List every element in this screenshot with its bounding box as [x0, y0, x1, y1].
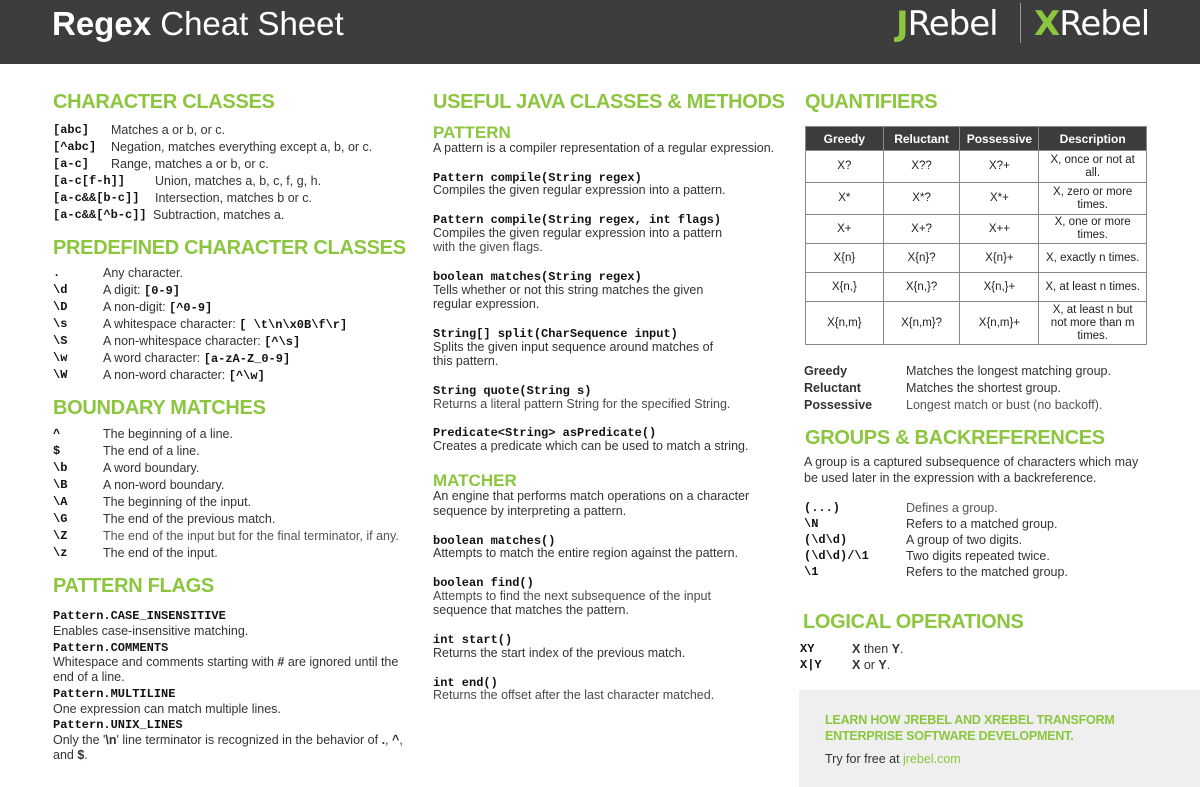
method-desc: Returns the offset after the last character matched. [433, 688, 715, 702]
table-row [806, 183, 1147, 215]
pattern-intro: A pattern is a compiler representation of a regular expression. [433, 141, 775, 155]
quantifiers-table [805, 126, 1147, 345]
promo-banner [799, 690, 1200, 787]
cell-description: X, one or more times. [1039, 215, 1147, 244]
flag-desc: Whitespace and comments starting with # are ignored until the [53, 655, 399, 669]
table-row [806, 302, 1147, 345]
cell-description: X, at least n but not more than m times. [1039, 302, 1147, 345]
method-desc: Splits the given input sequence around matches of [433, 340, 714, 354]
cell-possessive: X++ [960, 215, 1039, 244]
flag-code: Pattern.CASE_INSENSITIVE [53, 609, 226, 623]
method-desc: Tells whether or not this string matches the given [433, 283, 704, 297]
cell-reluctant: X{n}? [883, 244, 960, 273]
method-signature: int end() [433, 676, 498, 690]
cell-greedy: X{n,} [806, 273, 884, 302]
cell-greedy: X* [806, 183, 884, 215]
method-signature: String[] split(CharSequence input) [433, 327, 678, 341]
cell-possessive: X?+ [960, 151, 1039, 183]
method-signature: int start() [433, 633, 513, 647]
pattern-flags-heading: PATTERN FLAGS [53, 575, 214, 597]
boundary-matches-heading: BOUNDARY MATCHES [53, 397, 266, 419]
promo-cta: Try for free at jrebel.com [825, 752, 961, 766]
groups-intro: be used later in the expression with a backreference. [804, 471, 1097, 485]
method-desc: Returns the start index of the previous match. [433, 646, 686, 660]
method-signature: Pattern compile(String regex) [433, 171, 642, 185]
flag-code: Pattern.UNIX_LINES [53, 718, 183, 732]
groups-intro: A group is a captured subsequence of characters which may [804, 455, 1139, 469]
quantifiers-heading: QUANTIFIERS [805, 91, 938, 113]
matcher-subheading: MATCHER [433, 471, 517, 490]
cell-reluctant: X+? [883, 215, 960, 244]
col-header-description: Description [1039, 127, 1147, 151]
cell-description: X, zero or more times. [1039, 183, 1147, 215]
method-desc: with the given flags. [433, 240, 543, 254]
flag-desc: end of a line. [53, 670, 125, 684]
groups-heading: GROUPS & BACKREFERENCES [805, 427, 1105, 449]
cell-possessive: X{n,m}+ [960, 302, 1039, 345]
cell-greedy: X+ [806, 215, 884, 244]
col-header-reluctant: Reluctant [883, 127, 960, 151]
col-header-possessive: Possessive [960, 127, 1039, 151]
xrebel-logo[interactable]: XRebel [1034, 4, 1150, 44]
flag-desc: Only the '\n' line terminator is recognized in the behavior of ., ^, [53, 733, 403, 747]
col-header-greedy: Greedy [806, 127, 884, 151]
matcher-intro: An engine that performs match operations on a character [433, 489, 750, 503]
header-bar [0, 0, 1200, 64]
method-desc: Returns a literal pattern String for the specified String. [433, 397, 731, 411]
cell-greedy: X{n,m} [806, 302, 884, 345]
method-desc: this pattern. [433, 354, 499, 368]
flag-code: Pattern.MULTILINE [53, 687, 176, 701]
predefined-classes-heading: PREDEFINED CHARACTER CLASSES [53, 237, 406, 259]
promo-title: LEARN HOW JREBEL AND XREBEL TRANSFORM ENTERPRISE SOFTWARE DEVELOPMENT. [825, 713, 1115, 743]
flag-desc: Enables case-insensitive matching. [53, 624, 249, 638]
method-signature: String quote(String s) [433, 384, 592, 398]
method-desc: Compiles the given regular expression into a pattern [433, 226, 723, 240]
flag-desc: One expression can match multiple lines. [53, 702, 281, 716]
method-desc: regular expression. [433, 297, 540, 311]
jrebel-link[interactable]: jrebel.com [903, 752, 961, 766]
logo-divider [1020, 3, 1021, 43]
flag-desc: and $. [53, 748, 88, 762]
cell-description: X, once or not at all. [1039, 151, 1147, 183]
table-row [806, 151, 1147, 183]
method-signature: Predicate<String> asPredicate() [433, 426, 657, 440]
cell-reluctant: X{n,m}? [883, 302, 960, 345]
matcher-intro: sequence by interpreting a pattern. [433, 504, 627, 518]
cell-possessive: X{n,}+ [960, 273, 1039, 302]
cell-description: X, exactly n times. [1039, 244, 1147, 273]
method-desc: Attempts to match the entire region against the pattern. [433, 546, 739, 560]
method-signature: boolean matches() [433, 534, 556, 548]
method-desc: Attempts to find the next subsequence of the input [433, 589, 711, 603]
cell-greedy: X? [806, 151, 884, 183]
jrebel-logo[interactable]: JRebel [896, 4, 998, 44]
character-classes-heading: CHARACTER CLASSES [53, 91, 275, 113]
table-row [806, 244, 1147, 273]
table-row [806, 273, 1147, 302]
method-signature: Pattern compile(String regex, int flags) [433, 213, 722, 227]
page-title: Regex Cheat Sheet [52, 5, 344, 42]
method-signature: boolean matches(String regex) [433, 270, 642, 284]
cell-reluctant: X?? [883, 151, 960, 183]
method-desc: Compiles the given regular expression into a pattern. [433, 183, 726, 197]
cell-possessive: X*+ [960, 183, 1039, 215]
pattern-subheading: PATTERN [433, 123, 511, 142]
cell-reluctant: X{n,}? [883, 273, 960, 302]
logical-operations-heading: LOGICAL OPERATIONS [803, 611, 1024, 633]
cell-description: X, at least n times. [1039, 273, 1147, 302]
cell-greedy: X{n} [806, 244, 884, 273]
method-desc: Creates a predicate which can be used to match a string. [433, 439, 749, 453]
java-classes-heading: USEFUL JAVA CLASSES & METHODS [433, 91, 785, 113]
cell-reluctant: X*? [883, 183, 960, 215]
cell-possessive: X{n}+ [960, 244, 1039, 273]
method-desc: sequence that matches the pattern. [433, 603, 629, 617]
table-row [806, 215, 1147, 244]
flag-code: Pattern.COMMENTS [53, 641, 169, 655]
method-signature: boolean find() [433, 576, 534, 590]
